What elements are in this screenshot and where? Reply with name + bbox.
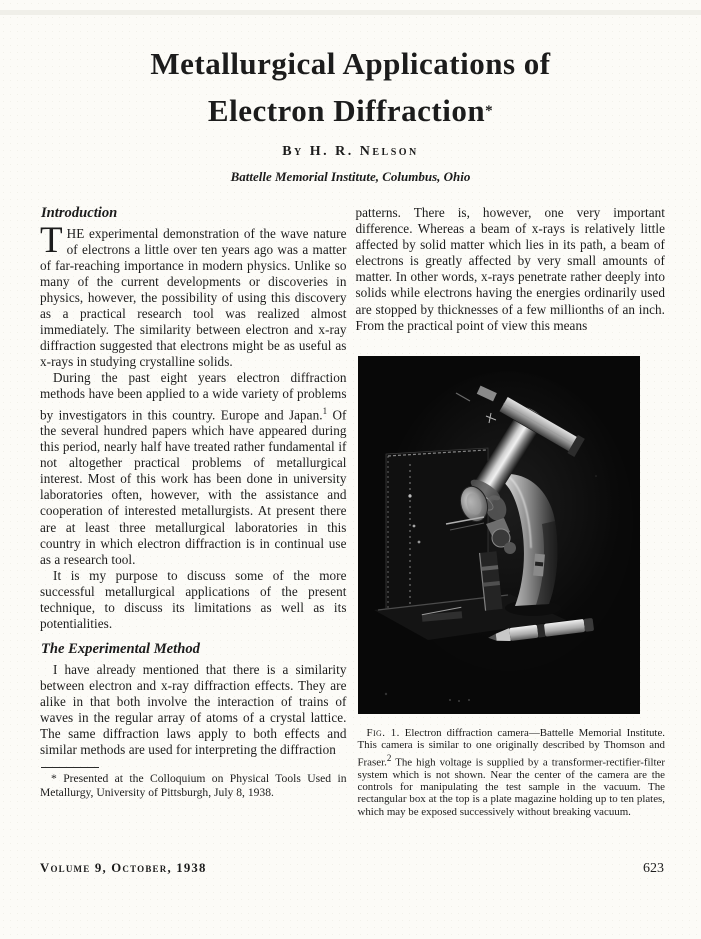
- page-footer: [40, 861, 664, 877]
- instrument-panel: [386, 448, 488, 614]
- title-footnote-marker: *: [485, 103, 494, 119]
- reference-marker-1: 1: [322, 405, 328, 416]
- scan-artifact-line: [0, 10, 701, 15]
- page-number: 623: [643, 861, 664, 876]
- left-column: [40, 205, 347, 818]
- section-heading-experimental-method: The Experimental Method: [41, 641, 200, 658]
- figure-1: [358, 356, 666, 818]
- paragraph-1: THE experimental demonstration of the wave nature of electrons a little over ten years ago was a matter of far-reaching importance in modern physics. Unlike so many of the current developments or discoveries in physics, however, the possibility of using this discovery as a practical research tool was realized almost immediately. The similarity between electron and x-ray diffraction suggested that electrons might be as useful as x-rays in studying crystalline solids.: [40, 219, 347, 370]
- byline: By H. R. Nelson: [282, 144, 419, 159]
- journal-volume-line: Volume 9, October, 1938: [40, 861, 207, 875]
- paragraph-2: During the past eight years electron diffraction methods have been applied to a wide variety of problems by investigators in this country. Europe and Japan.$^1$ Of the several hundred papers which have appeared during this period, nearly half have treated rather fundamental if not altogether practical problems of metallurgical interest. Most of this work has been done in university laboratories often, however, with the assistance and cooperation of interested metallurgists. At present there are at least three metallurgical laboratories in this country in which electron diffraction is in continual use as a research tool.: [40, 370, 347, 567]
- paragraph-4: I have already mentioned that there is a similarity between electron and x-ray diffraction effects. They are alike in that both involve the interaction of trains of waves in the regular array of atoms of a crystal lattice. The same diffraction laws apply to both effects and similar methods are used for interpreting the diffraction: [40, 661, 347, 758]
- paragraph-5: patterns. There is, however, one very important difference. Whereas a beam of x-rays is relatively little affected by solid matter which lies in its path, a beam of electrons is greatly affected by very small amounts of matter. In other words, x-rays penetrate rather deeply into solids while electrons having the energies ordinarily used are stopped by thicknesses of a few millionths of an inch. From the practical point of view this means: [355, 205, 665, 333]
- title-line-2: Electron Diffraction*: [207, 93, 494, 128]
- article-header: [0, 0, 701, 185]
- article-body: [0, 205, 701, 818]
- electron-diffraction-camera-photo: [358, 356, 640, 714]
- figure-caption-label: Fig. 1.: [366, 726, 400, 739]
- footnote: [40, 767, 347, 799]
- affiliation: Battelle Memorial Institute, Columbus, Ohio: [230, 169, 471, 184]
- drop-cap: T: [40, 219, 63, 261]
- title-line-1: Metallurgical Applications of: [150, 46, 551, 81]
- footnote-rule: [41, 767, 99, 768]
- article-title: [0, 48, 701, 126]
- paragraph-3: It is my purpose to discuss some of the more successful metallurgical applications of the present technique, to discuss its limitations as well as its potentialities.: [40, 567, 347, 632]
- figure-caption: Fig. 1. Electron diffraction camera—Battelle Memorial Institute. This camera is similar to one originally described by Thomson and Fraser.$^2$ The high voltage is supplied by a transformer-rectifier-filter system which is not shown. Near the center of the camera are the controls for manipulating the test sample in the vacuum. The rectangular box at the top is a plate magazine holding up to ten plates, which may be exposed successively without breaking vacuum.: [357, 726, 665, 818]
- right-column: [356, 205, 666, 818]
- section-heading-introduction: Introduction: [41, 205, 118, 221]
- reference-marker-2: 2: [386, 752, 392, 763]
- footnote-text: * Presented at the Colloquium on Physical Tools Used in Metallurgy, University of Pittsburgh, July 8, 1938.: [40, 772, 347, 799]
